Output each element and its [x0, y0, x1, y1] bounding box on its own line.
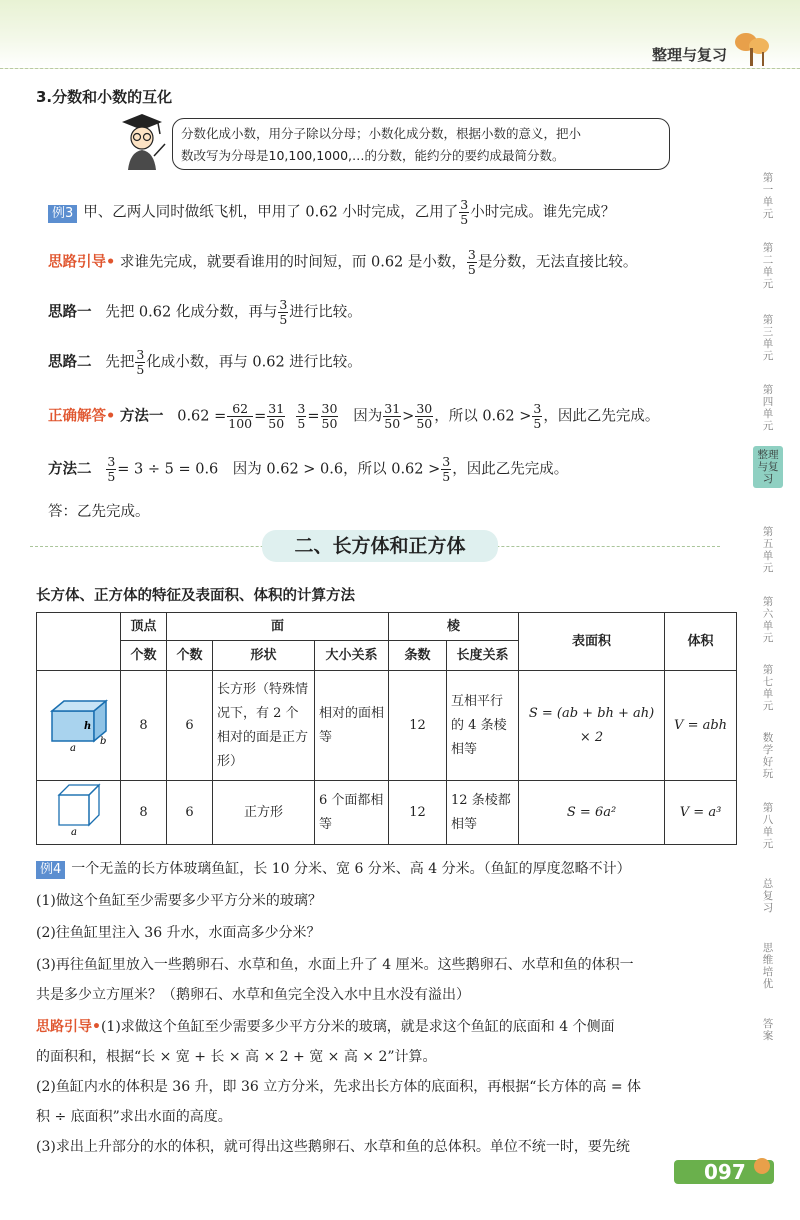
- fraction: $\frac{31}{50}$: [268, 401, 285, 431]
- cube-icon: [49, 781, 109, 835]
- guide-line: 思路引导•(1)求做这个鱼缸至少需要多少平方分米的玻璃，就是求这个鱼缸的底面和 4 个侧面: [36, 1019, 615, 1035]
- cell: 6: [167, 781, 213, 845]
- idea-2: [48, 348, 362, 377]
- fraction: $\frac{31}{50}$: [384, 401, 401, 431]
- header-length: 长度关系: [447, 641, 519, 671]
- method-text: 0.62 =: [177, 408, 227, 425]
- header-title: 整理与复习: [652, 46, 728, 64]
- fraction: $\frac{3}{5}$: [279, 297, 288, 327]
- idea-text: 化成小数，再与 0.62 进行比较。: [146, 354, 362, 371]
- sidebar-item-unit-5[interactable]: 第五单元: [762, 526, 774, 574]
- header-edge-count: 条数: [389, 641, 447, 671]
- header-vertex: 顶点: [121, 613, 167, 641]
- header-count: 个数: [167, 641, 213, 671]
- fraction: $\frac{3}{5}$: [460, 197, 469, 227]
- guide-text: (2)鱼缸内水的体积是 36 升，即 36 立方分米，先求出长方体的底面积，再根据“长方体的高 = 体: [36, 1079, 642, 1095]
- fig-label-a: a: [69, 743, 76, 751]
- example-tag: 例3: [48, 205, 77, 223]
- cell: 6: [167, 671, 213, 781]
- table-corner: [37, 613, 121, 671]
- guide-label: 思路引导: [36, 1019, 92, 1035]
- cuboid-figure: [37, 671, 121, 781]
- page-number: 097: [704, 1160, 746, 1184]
- cell: V = abh: [665, 671, 737, 781]
- question-part: (2)往鱼缸里注入 36 升水，水面高多少分米？: [36, 925, 321, 941]
- tree-icon: [732, 28, 772, 68]
- cell: 8: [121, 781, 167, 845]
- method-text: = 3 ÷ 5 = 0.6 因为 0.62 > 0.6，所以 0.62 >: [117, 461, 441, 478]
- table-caption: 长方体、正方体的特征及表面积、体积的计算方法: [36, 588, 355, 604]
- sidebar-item-unit-3[interactable]: 第三单元: [762, 314, 774, 362]
- fraction: $\frac{3}{5}$: [136, 347, 145, 377]
- fraction: $\frac{30}{50}$: [321, 401, 338, 431]
- teacher-icon: [118, 112, 166, 170]
- fraction: $\frac{62}{100}$: [228, 401, 253, 431]
- sidebar-item-unit-7[interactable]: 第七单元: [762, 664, 774, 712]
- page-header: [0, 0, 800, 69]
- example-tag: 例4: [36, 861, 65, 879]
- question-text: 一个无盖的长方体玻璃鱼缸，长 10 分米、宽 6 分米、高 4 分米。（鱼缸的厚度忽略不计）: [71, 861, 631, 877]
- section-banner: 二、长方体和正方体: [262, 530, 498, 562]
- cell: 12: [389, 671, 447, 781]
- cube-figure: [37, 781, 121, 845]
- header-shape: 形状: [213, 641, 315, 671]
- header-count: 个数: [121, 641, 167, 671]
- sidebar-item-unit-6[interactable]: 第六单元: [762, 596, 774, 644]
- method-text: ，因此乙先完成。: [452, 461, 569, 478]
- question-text: 小时完成。谁先完成？: [470, 204, 616, 221]
- cell: 互相平行的 4 条棱相等: [447, 671, 519, 781]
- fraction: $\frac{30}{50}$: [416, 401, 433, 431]
- header-volume: 体积: [665, 613, 737, 671]
- guide-text: (1)求做这个鱼缸至少需要多少平方分米的玻璃，就是求这个鱼缸的底面和 4 个侧面: [100, 1019, 615, 1035]
- method-2: [48, 455, 568, 484]
- idea-text: 进行比较。: [289, 304, 362, 321]
- cell: 6 个面都相等: [315, 781, 389, 845]
- idea-label: 思路二: [48, 354, 92, 371]
- sidebar-item-review[interactable]: 整理与复习: [753, 446, 783, 488]
- table-row: [37, 781, 737, 845]
- fraction: $\frac{3}{5}$: [442, 454, 451, 484]
- header-size: 大小关系: [315, 641, 389, 671]
- idea-text: 先把: [105, 354, 135, 371]
- guide-text: 求谁先完成，就要看谁用的时间短，而 0.62 是小数，: [119, 254, 466, 271]
- guide-text: 是分数，无法直接比较。: [477, 254, 638, 271]
- cell: 正方形: [213, 781, 315, 845]
- cell: 12: [389, 781, 447, 845]
- method-1: 正确解答• 方法一 0.62 = $\frac{62}{100}$ = $\frac{31}{50}$ $\frac{3}{5}$ = $\frac{30}{50}$ 因为 $\frac{31}{50}$ > $\frac{30}{50}$ ，所以 0.62 > $\frac{3}{5}$ ，因此乙先完成。: [48, 401, 660, 431]
- guide-text: 积 ÷ 底面积”求出水面的高度。: [36, 1109, 232, 1125]
- cell: 12 条棱都相等: [447, 781, 519, 845]
- method-text: 因为: [353, 408, 383, 425]
- fraction: $\frac{3}{5}$: [297, 401, 306, 431]
- sidebar-item-total-review[interactable]: 总复习: [762, 878, 774, 914]
- fig-label-a: a: [70, 827, 77, 835]
- question-part: (1)做这个鱼缸至少需要多少平方分米的玻璃？: [36, 893, 322, 909]
- sidebar-item-unit-8[interactable]: 第八单元: [762, 802, 774, 850]
- tip-line: 分数化成小数，用分子除以分母；小数化成分数，根据小数的意义，把小: [181, 126, 582, 141]
- idea-1: [48, 298, 362, 327]
- method-label: 方法二: [48, 461, 92, 478]
- cell: 相对的面相等: [315, 671, 389, 781]
- cell: 8: [121, 671, 167, 781]
- fig-label-b: b: [99, 736, 106, 747]
- fraction: $\frac{3}{5}$: [533, 401, 542, 431]
- tip-bubble: [172, 118, 670, 170]
- sidebar-item-unit-2[interactable]: 第二单元: [762, 242, 774, 290]
- fraction: $\frac{3}{5}$: [467, 247, 476, 277]
- example-4-question: [36, 858, 631, 879]
- question-part: (3)再往鱼缸里放入一些鹅卵石、水草和鱼，水面上升了 4 厘米。这些鹅卵石、水草和鱼的体积一: [36, 957, 634, 973]
- cell: S = 6a²: [519, 781, 665, 845]
- sidebar-item-answers[interactable]: 答案: [762, 1018, 774, 1042]
- table-row: [37, 671, 737, 781]
- fig-label-h: h: [83, 721, 91, 732]
- example-3-question: [48, 198, 615, 227]
- header-face: 面: [167, 613, 389, 641]
- sidebar-item-unit-1[interactable]: 第一单元: [762, 172, 774, 220]
- sidebar-item-thinking[interactable]: 思维培优: [762, 942, 774, 990]
- guide-label: 思路引导: [48, 254, 106, 271]
- sidebar-item-unit-4[interactable]: 第四单元: [762, 384, 774, 432]
- cell: V = a³: [665, 781, 737, 845]
- idea-text: 先把 0.62 化成分数，再与: [105, 304, 278, 321]
- guide-text: 的面积和，根据“长 × 宽 + 长 × 高 × 2 + 宽 × 高 × 2”计算。: [36, 1049, 437, 1065]
- answer-label: 正确解答: [48, 408, 106, 425]
- fraction: $\frac{3}{5}$: [107, 454, 116, 484]
- final-answer: 答：乙先完成。: [48, 504, 150, 520]
- cuboid-icon: [44, 691, 114, 751]
- tip-line: 数改写为分母是10,100,1000,…的分数，能约分的要约成最简分数。: [181, 148, 565, 163]
- cell: 长方形（特殊情况下，有 2 个相对的面是正方形）: [213, 671, 315, 781]
- question-part: 共是多少立方厘米？（鹅卵石、水草和鱼完全没入水中且水没有溢出）: [36, 987, 470, 1003]
- guide-line: 思路引导• 求谁先完成，就要看谁用的时间短，而 0.62 是小数， $\frac{3}{5}$ 是分数，无法直接比较。: [48, 247, 638, 277]
- guide-text: (3)求出上升部分的水的体积，就可得出这些鹅卵石、水草和鱼的总体积。单位不统一时，要先统: [36, 1139, 630, 1155]
- sidebar-item-math-fun[interactable]: 数学好玩: [762, 732, 774, 780]
- cell: S = (ab + bh + ah) × 2: [519, 671, 665, 781]
- header-edge: 棱: [389, 613, 519, 641]
- method-label: 方法一: [119, 408, 164, 425]
- feature-table: [36, 612, 737, 845]
- section-title: 3.分数和小数的互化: [36, 88, 173, 106]
- question-text: 甲、乙两人同时做纸飞机，甲用了 0.62 小时完成，乙用了: [83, 204, 459, 221]
- header-area: 表面积: [519, 613, 665, 671]
- method-text: ，因此乙先完成。: [543, 408, 660, 425]
- method-text: ，所以 0.62 >: [434, 408, 532, 425]
- idea-label: 思路一: [48, 304, 92, 321]
